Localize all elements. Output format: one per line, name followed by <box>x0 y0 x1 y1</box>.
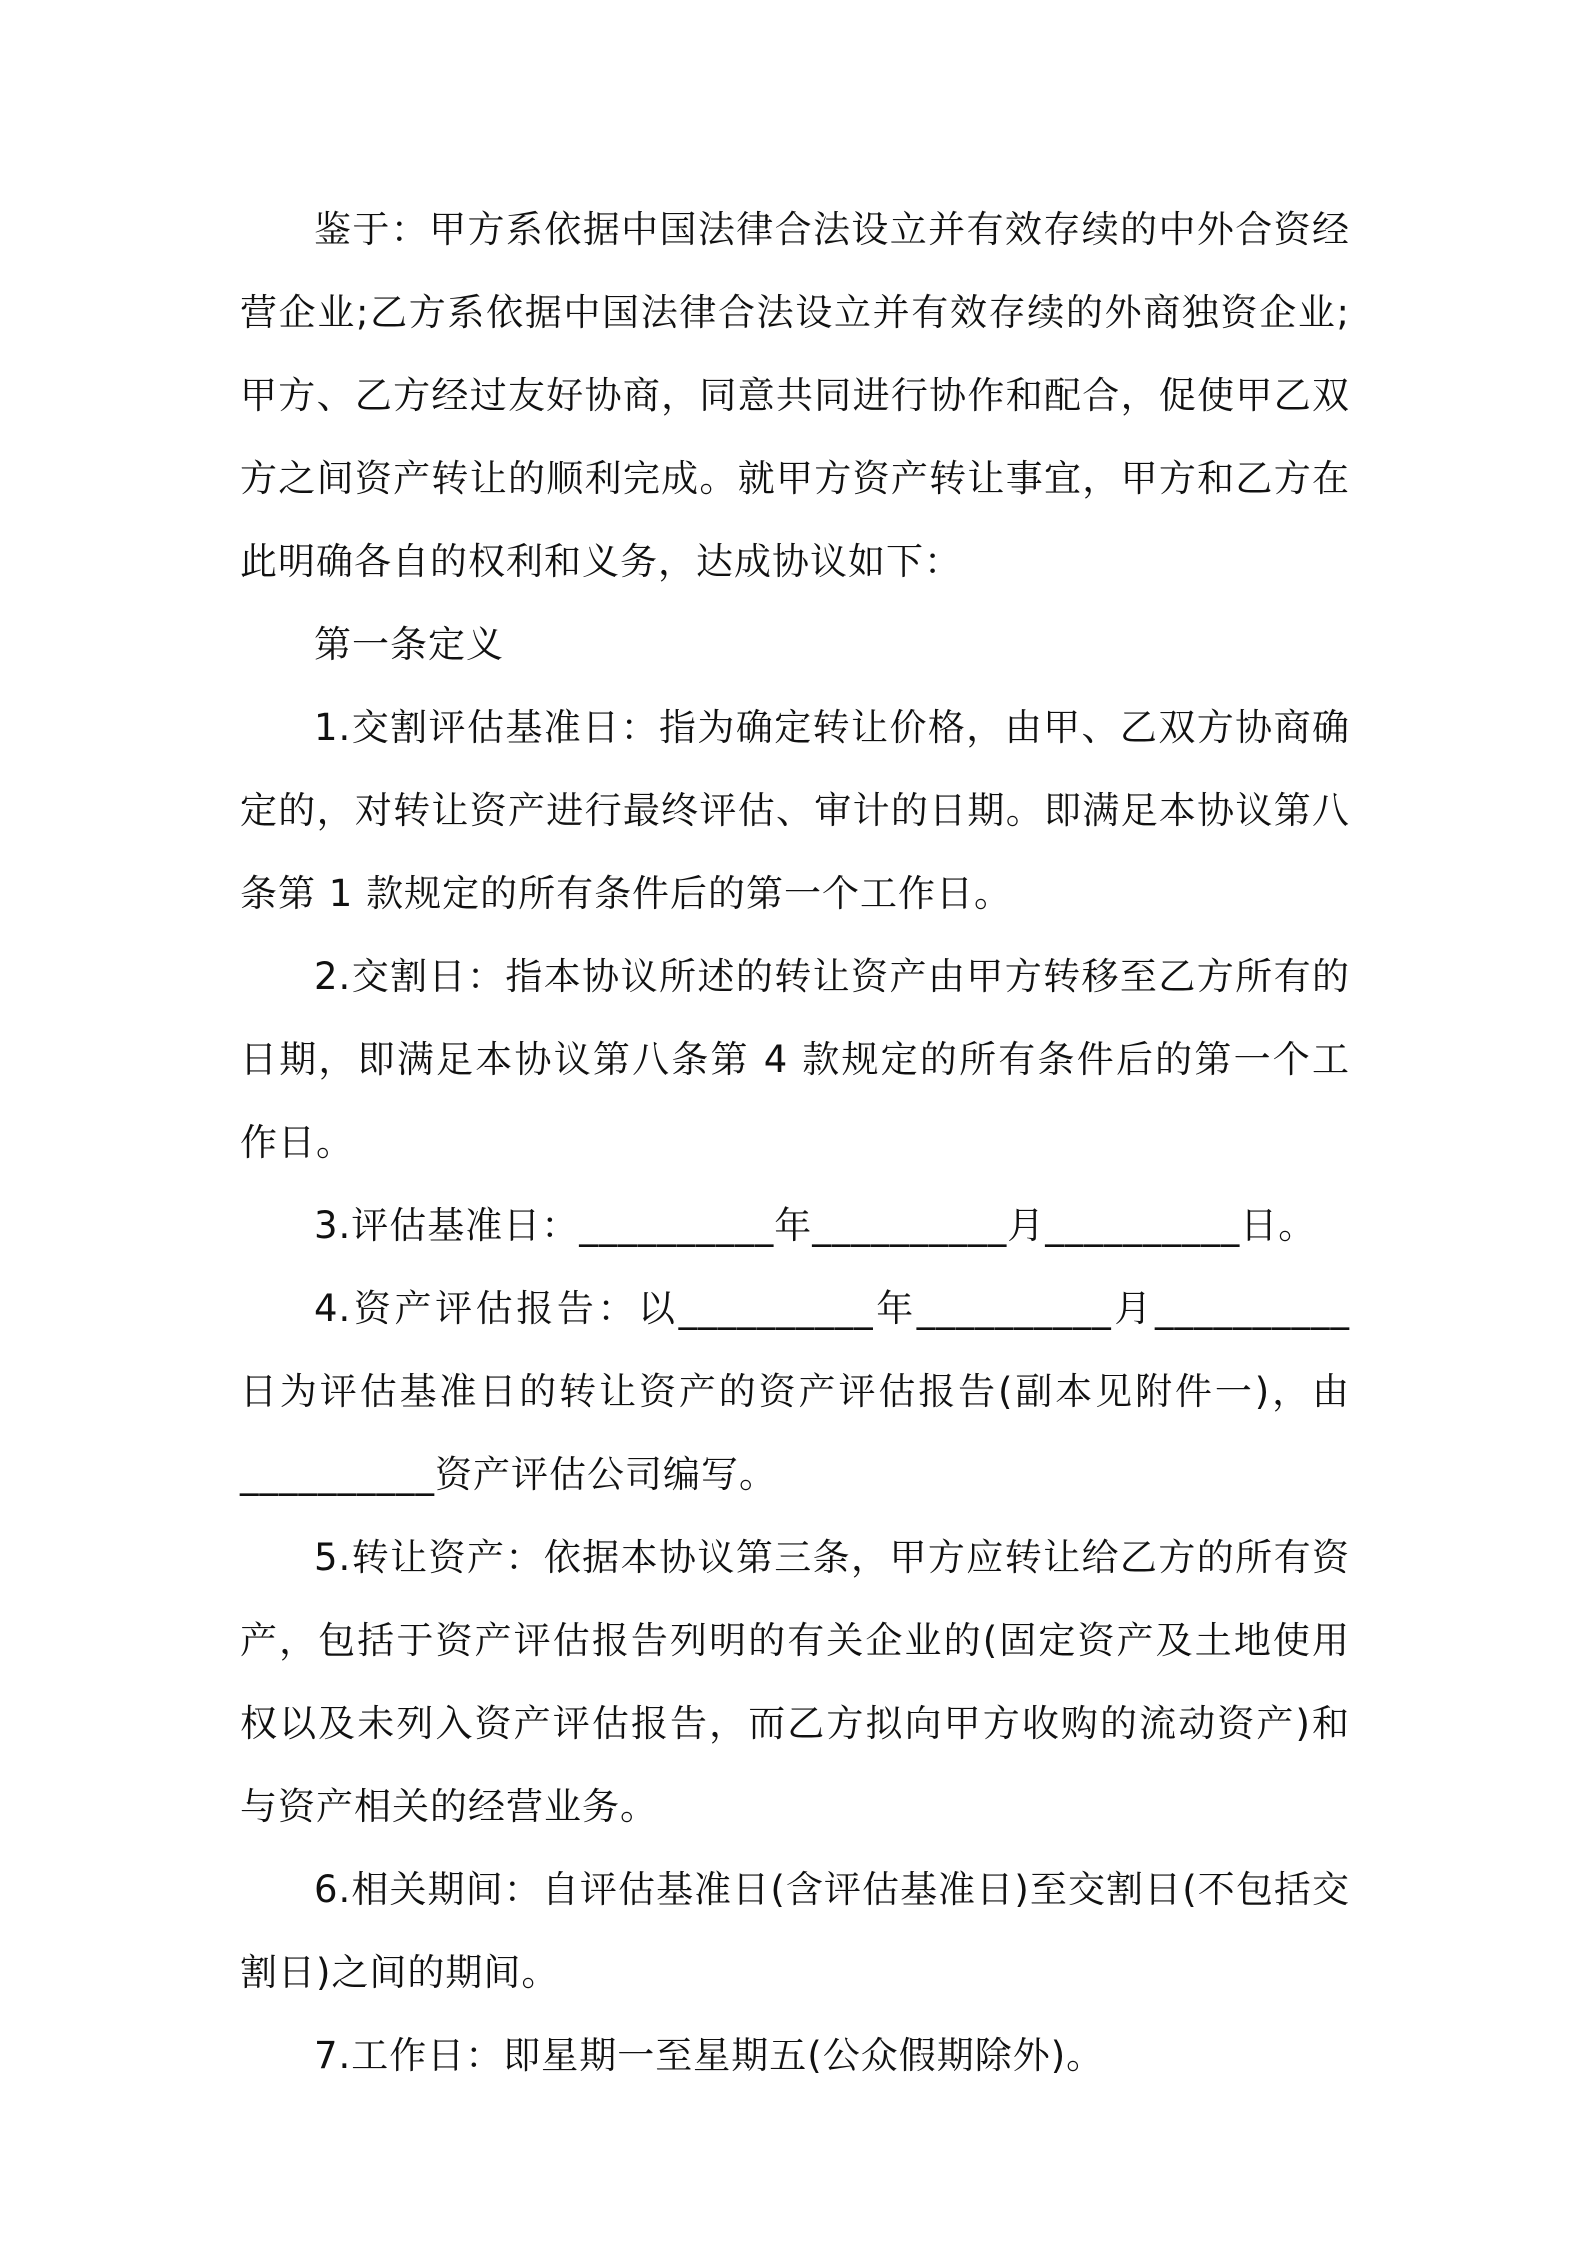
definition-item: 5.转让资产：依据本协议第三条，甲方应转让给乙方的所有资产，包括于资产评估报告列明的有关企业的(固定资产及土地使用权以及未列入资产评估报告，而乙方拟向甲方收购的流动资产)和与资产相关的经营业务。 <box>240 1536 1350 1828</box>
preamble-paragraph: 鉴于：甲方系依据中国法律合法设立并有效存续的中外合资经营企业;乙方系依据中国法律合法设立并有效存续的外商独资企业;甲方、乙方经过友好协商，同意共同进行协作和配合，促使甲乙双方之间资产转让的顺利完成。就甲方资产转让事宜，甲方和乙方在此明确各自的权利和义务，达成协议如下： <box>240 208 1350 583</box>
definition-item: 4.资产评估报告：以__________年__________月__________日为评估基准日的转让资产的资产评估报告(副本见附件一)，由__________资产评估公司编写。 <box>240 1287 1350 1496</box>
definition-item: 7.工作日：即星期一至星期五(公众假期除外)。 <box>314 2034 1105 2077</box>
definition-item: 3.评估基准日：__________年__________月__________日。 <box>314 1204 1317 1247</box>
definition-item: 1.交割评估基准日：指为确定转让价格，由甲、乙双方协商确定的，对转让资产进行最终评估、审计的日期。即满足本协议第八条第 1 款规定的所有条件后的第一个工作日。 <box>240 706 1350 915</box>
document-body <box>240 188 1350 2097</box>
article-heading: 第一条定义 <box>314 623 504 666</box>
definition-item: 6.相关期间：自评估基准日(含评估基准日)至交割日(不包括交割日)之间的期间。 <box>240 1868 1350 1994</box>
definition-item: 2.交割日：指本协议所述的转让资产由甲方转移至乙方所有的日期，即满足本协议第八条第 4 款规定的所有条件后的第一个工作日。 <box>240 955 1350 1164</box>
